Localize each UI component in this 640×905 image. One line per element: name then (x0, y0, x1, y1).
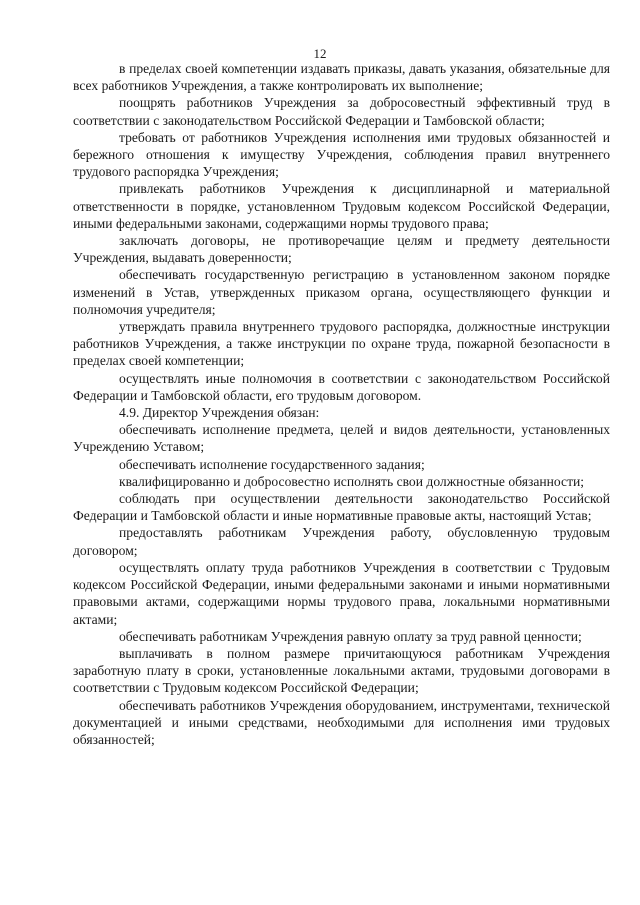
paragraph-comply-legislation: соблюдать при осуществлении деятельности законодательство Российской Федерации и Тамбовской области и иные нормативные правовые акты, настоящий Устав; (73, 491, 610, 524)
paragraph-provide-equipment: обеспечивать работников Учреждения оборудованием, инструментами, технической документацией и иными средствами, необходимыми для исполнения ими трудовых обязанностей; (73, 697, 610, 747)
paragraph-other-powers: осуществлять иные полномочия в соответствии с законодательством Российской Федерации и Тамбовской области, его трудовым договором. (73, 370, 610, 403)
paragraph-pay-labor: осуществлять оплату труда работников Учреждения в соответствии с Трудовым кодексом Российской Федерации, иными федеральными законами и иными нормативными правовыми актами, содержащими нормы трудового права, локальными нормативными актами; (73, 559, 610, 627)
page-number: 12 (313, 46, 327, 61)
paragraph-state-assignment: обеспечивать исполнение государственного задания; (119, 456, 425, 472)
paragraph-perform-duties: квалифицированно и добросовестно исполнять свои должностные обязанности; (119, 473, 585, 489)
paragraph-require-duties: требовать от работников Учреждения исполнения ими трудовых обязанностей и бережного отношения к имуществу Учреждения, соблюдения правил внутреннего трудового распорядка Учреждения; (73, 129, 610, 180)
section-heading-director-obligations: 4.9. Директор Учреждения обязан: (119, 405, 320, 421)
document-body (73, 60, 610, 748)
paragraph-provide-work: предоставлять работникам Учреждения работу, обусловленную трудовым договором; (73, 525, 610, 558)
paragraph-reward-employees: поощрять работников Учреждения за добросовестный эффективный труд в соответствии с законодательством Российской Федерации и Тамбовской области; (73, 95, 610, 128)
paragraph-disciplinary-liability: привлекать работников Учреждения к дисциплинарной и материальной ответственности в порядке, установленном Трудовым кодексом Российской Федерации, иными федеральными законами, содержащими нормы трудового права; (73, 181, 610, 231)
paragraph-ensure-activity: обеспечивать исполнение предмета, целей и видов деятельности, установленных Учреждению Уставом; (73, 422, 610, 455)
paragraph-approve-rules: утверждать правила внутреннего трудового распорядка, должностные инструкции работников Учреждения, а также инструкции по охране труда, пожарной безопасности в пределах своей компетенции; (73, 319, 610, 369)
paragraph-equal-pay: обеспечивать работникам Учреждения равную оплату за труд равной ценности; (119, 628, 582, 644)
paragraph-pay-wages: выплачивать в полном размере причитающуюся работникам Учреждения заработную плату в сроки, установленные локальными актами, трудовыми договорами в соответствии с Трудовым кодексом Российской Федерации; (73, 645, 610, 696)
paragraph-issue-orders: в пределах своей компетенции издавать приказы, давать указания, обязательные для всех работников Учреждения, а также контролировать их выполнение; (73, 61, 610, 94)
paragraph-state-registration: обеспечивать государственную регистрацию в установленном законом порядке изменений в Устав, утвержденных приказом органа, осуществляющего функции и полномочия учредителя; (73, 267, 610, 317)
paragraph-conclude-contracts: заключать договоры, не противоречащие целям и предмету деятельности Учреждения, выдавать доверенности; (73, 233, 610, 266)
